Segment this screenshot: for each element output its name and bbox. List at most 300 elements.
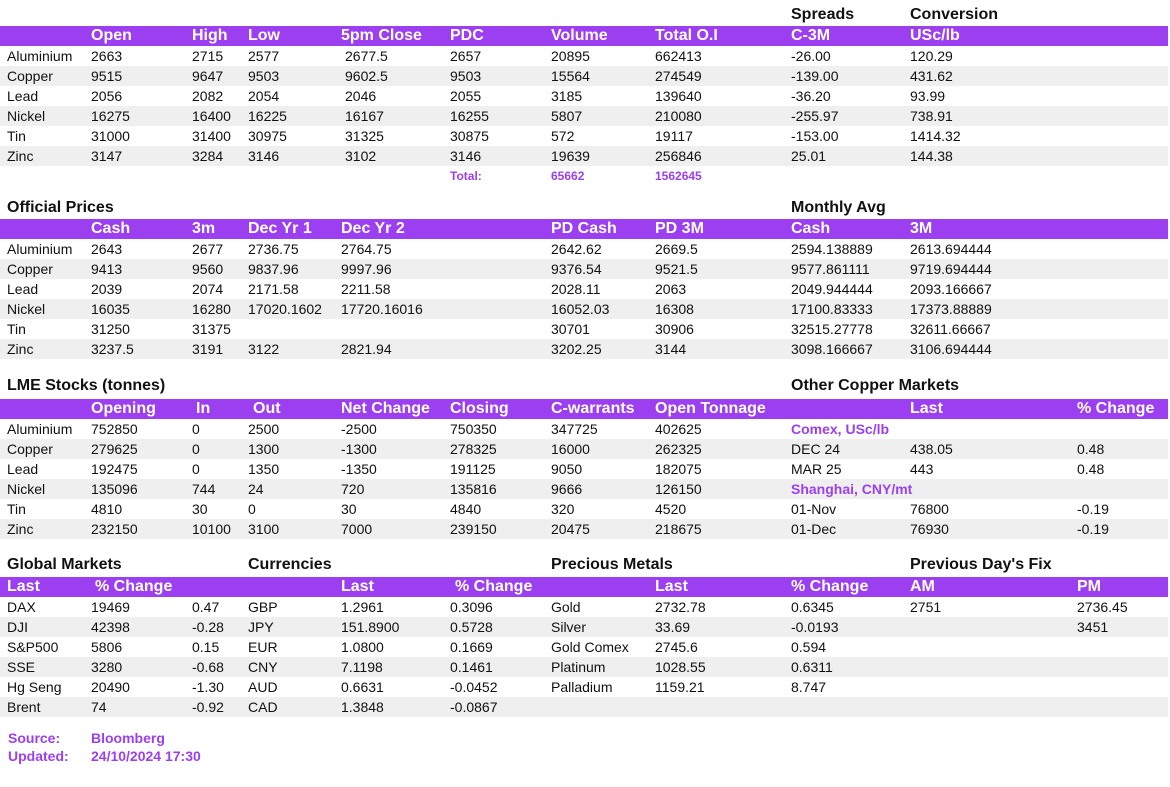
- conversion-value: 93.99: [910, 88, 946, 104]
- table-row: [0, 697, 1168, 717]
- avg-cash-value: 2594.138889: [791, 241, 873, 257]
- index-change: -0.28: [192, 619, 224, 635]
- metal-name: Gold: [551, 599, 581, 615]
- ocm-label: Comex, USc/lb: [791, 421, 890, 437]
- ocm-label: 01-Nov: [791, 501, 837, 517]
- metal-name: Zinc: [7, 148, 34, 164]
- volume-value: 20895: [551, 48, 590, 64]
- index-name: SSE: [7, 659, 36, 675]
- table-row: [0, 677, 1168, 697]
- spread-value: -36.20: [791, 88, 831, 104]
- in-value: 744: [192, 481, 216, 497]
- total-volume: 65662: [551, 169, 585, 183]
- table-row: [0, 339, 1168, 359]
- open-tonnage-value: 218675: [655, 521, 702, 537]
- metal-name: Zinc: [7, 341, 34, 357]
- avg-3m-value: 17373.88889: [910, 301, 992, 317]
- close-value: 2046: [345, 88, 377, 104]
- close-value: 3102: [345, 148, 377, 164]
- table-row: [0, 46, 1168, 66]
- fix-pm-value: 3451: [1077, 619, 1109, 635]
- prices-header-row: [0, 26, 1168, 46]
- net-change-value: 30: [341, 501, 357, 517]
- dec-yr-1-value: 2171.58: [248, 281, 299, 297]
- metal-last: 1159.21: [655, 679, 705, 695]
- metal-change: 0.594: [791, 639, 827, 655]
- stocks-header-row: [0, 399, 1168, 419]
- cash-value: 16035: [91, 301, 130, 317]
- pd-cash-value: 2642.62: [551, 241, 602, 257]
- col-open: Open: [91, 27, 132, 44]
- pd-cash-value: 16052.03: [551, 301, 610, 317]
- table-row: [0, 279, 1168, 299]
- pd-cash-value: 3202.25: [551, 341, 602, 357]
- spread-value: -255.97: [791, 108, 839, 124]
- opening-value: 135096: [91, 481, 138, 497]
- open-value: 16275: [91, 108, 130, 124]
- col-fix-pm: PM: [1077, 578, 1101, 595]
- close-value: 9602.5: [345, 68, 388, 84]
- conversion-value: 120.29: [910, 48, 953, 64]
- metal-name: Tin: [7, 501, 26, 517]
- total-oi-value: 19117: [655, 128, 693, 144]
- table-row: [0, 239, 1168, 259]
- open-tonnage-value: 262325: [655, 441, 702, 457]
- closing-value: 278325: [450, 441, 497, 457]
- index-name: S&P500: [7, 639, 59, 655]
- col-dec-yr-1: Dec Yr 1: [248, 220, 312, 237]
- currency-name: CAD: [248, 699, 278, 715]
- pd-3m-value: 30906: [655, 321, 694, 337]
- table-row: [0, 439, 1168, 459]
- ocm-change-value: 0.48: [1077, 461, 1105, 477]
- currency-change: 0.5728: [450, 619, 493, 635]
- out-value: 0: [248, 501, 256, 517]
- closing-value: 239150: [450, 521, 497, 537]
- total-oi-value: 139640: [655, 88, 702, 104]
- currency-last: 151.8900: [341, 619, 400, 635]
- spread-value: -153.00: [791, 128, 839, 144]
- index-change: 0.47: [192, 599, 220, 615]
- table-row: [0, 126, 1168, 146]
- table-row: [0, 146, 1168, 166]
- dec-yr-2-value: 2821.94: [341, 341, 392, 357]
- pd-3m-value: 3144: [655, 341, 687, 357]
- global-markets-heading: Global Markets: [7, 556, 122, 573]
- ocm-label: Shanghai, CNY/mt: [791, 481, 913, 497]
- close-value: 31325: [345, 128, 384, 144]
- index-name: Brent: [7, 699, 41, 715]
- updated-label: Updated:: [8, 748, 69, 764]
- col-total-oi: Total O.I: [655, 27, 718, 44]
- pdc-value: 9503: [450, 68, 482, 84]
- index-name: Hg Seng: [7, 679, 62, 695]
- dec-yr-1-value: 2736.75: [248, 241, 299, 257]
- avg-3m-value: 32611.66667: [910, 321, 991, 337]
- col-avg-cash: Cash: [791, 220, 831, 237]
- metal-change: 0.6311: [791, 659, 833, 675]
- metal-name: Aluminium: [7, 421, 73, 437]
- col-cash: Cash: [91, 220, 131, 237]
- close-value: 16167: [345, 108, 384, 124]
- col-high: High: [192, 27, 228, 44]
- low-value: 16225: [248, 108, 287, 124]
- col-pm-last: Last: [655, 578, 688, 595]
- closing-value: 750350: [450, 421, 497, 437]
- table-row: [0, 657, 1168, 677]
- volume-value: 572: [551, 128, 575, 144]
- markets-header-row: [0, 577, 1168, 597]
- col-5pm-close: 5pm Close: [341, 27, 422, 44]
- out-value: 3100: [248, 521, 280, 537]
- low-value: 2577: [248, 48, 280, 64]
- source-value: Bloomberg: [91, 730, 165, 746]
- metal-name: Zinc: [7, 521, 34, 537]
- high-value: 2082: [192, 88, 224, 104]
- col-usc-lb: USc/lb: [910, 27, 960, 44]
- table-row: [0, 617, 1168, 637]
- 3m-value: 2677: [192, 241, 224, 257]
- cash-value: 2039: [91, 281, 123, 297]
- col-pdc: PDC: [450, 27, 484, 44]
- ocm-last-value: 76800: [910, 501, 949, 517]
- metal-name: Copper: [7, 261, 53, 277]
- metal-name: Nickel: [7, 108, 46, 124]
- dec-yr-1-value: 17020.1602: [248, 301, 322, 317]
- 3m-value: 16280: [192, 301, 231, 317]
- cash-value: 2643: [91, 241, 123, 257]
- index-last: 3280: [91, 659, 123, 675]
- conversion-heading: Conversion: [910, 6, 999, 23]
- col-gm-change: % Change: [95, 578, 173, 595]
- index-change: -1.30: [192, 679, 224, 695]
- currency-name: GBP: [248, 599, 278, 615]
- currency-name: EUR: [248, 639, 278, 655]
- cash-value: 31250: [91, 321, 130, 337]
- c-warrants-value: 347725: [551, 421, 598, 437]
- open-value: 2056: [91, 88, 123, 104]
- avg-3m-value: 3106.694444: [910, 341, 992, 357]
- currency-name: CNY: [248, 659, 278, 675]
- dec-yr-2-value: 17720.16016: [341, 301, 423, 317]
- col-pm-change: % Change: [791, 578, 869, 595]
- index-change: 0.15: [192, 639, 220, 655]
- c-warrants-value: 9666: [551, 481, 583, 497]
- volume-value: 5807: [551, 108, 583, 124]
- table-row: [0, 459, 1168, 479]
- in-value: 10100: [192, 521, 231, 537]
- spreads-heading: Spreads: [791, 6, 855, 23]
- metal-name: Aluminium: [7, 48, 73, 64]
- spread-value: -139.00: [791, 68, 839, 84]
- total-oi-value: 274549: [655, 68, 702, 84]
- low-value: 3146: [248, 148, 280, 164]
- open-value: 3147: [91, 148, 123, 164]
- metal-name: Silver: [551, 619, 587, 635]
- volume-value: 3185: [551, 88, 583, 104]
- col-net-change: Net Change: [341, 400, 430, 417]
- total-oi-value: 662413: [655, 48, 702, 64]
- avg-3m-value: 9719.694444: [910, 261, 992, 277]
- net-change-value: 7000: [341, 521, 373, 537]
- metal-name: Lead: [7, 461, 39, 477]
- pdc-value: 2657: [450, 48, 482, 64]
- currency-last: 7.1198: [341, 659, 383, 675]
- col-cur-last: Last: [341, 578, 374, 595]
- currency-last: 1.0800: [341, 639, 384, 655]
- monthly-avg-heading: Monthly Avg: [791, 199, 886, 216]
- col-avg-3m: 3M: [910, 220, 933, 237]
- open-tonnage-value: 402625: [655, 421, 702, 437]
- fix-pm-value: 2736.45: [1077, 599, 1128, 615]
- col-open-tonnage: Open Tonnage: [655, 400, 766, 417]
- official-header-row: [0, 219, 1168, 239]
- pdc-value: 3146: [450, 148, 482, 164]
- 3m-value: 2074: [192, 281, 224, 297]
- conversion-value: 738.91: [910, 108, 953, 124]
- pd-cash-value: 2028.11: [551, 281, 601, 297]
- metal-change: 8.747: [791, 679, 827, 695]
- metal-change: -0.0193: [791, 619, 839, 635]
- open-value: 31000: [91, 128, 130, 144]
- avg-cash-value: 32515.27778: [791, 321, 873, 337]
- col-opening: Opening: [91, 400, 156, 417]
- pd-cash-value: 30701: [551, 321, 590, 337]
- high-value: 9647: [192, 68, 224, 84]
- index-last: 20490: [91, 679, 130, 695]
- index-name: DAX: [7, 599, 36, 615]
- currency-change: 0.3096: [450, 599, 493, 615]
- 3m-value: 31375: [192, 321, 231, 337]
- col-low: Low: [248, 27, 280, 44]
- ocm-last-value: 443: [910, 461, 934, 477]
- opening-value: 279625: [91, 441, 138, 457]
- col-volume: Volume: [551, 27, 608, 44]
- avg-cash-value: 17100.83333: [791, 301, 873, 317]
- in-value: 30: [192, 501, 208, 517]
- high-value: 3284: [192, 148, 224, 164]
- ocm-label: MAR 25: [791, 461, 842, 477]
- high-value: 31400: [192, 128, 231, 144]
- c-warrants-value: 16000: [551, 441, 590, 457]
- table-row: [0, 106, 1168, 126]
- volume-value: 15564: [551, 68, 590, 84]
- volume-value: 19639: [551, 148, 590, 164]
- index-name: DJI: [7, 619, 28, 635]
- opening-value: 192475: [91, 461, 138, 477]
- avg-cash-value: 2049.944444: [791, 281, 873, 297]
- dec-yr-2-value: 2764.75: [341, 241, 392, 257]
- out-value: 24: [248, 481, 264, 497]
- table-row: [0, 479, 1168, 499]
- currency-name: AUD: [248, 679, 278, 695]
- table-row: [0, 259, 1168, 279]
- index-change: -0.92: [192, 699, 224, 715]
- avg-3m-value: 2613.694444: [910, 241, 992, 257]
- opening-value: 232150: [91, 521, 138, 537]
- ocm-last-value: 76930: [910, 521, 949, 537]
- currency-change: -0.0867: [450, 699, 498, 715]
- table-row: [0, 519, 1168, 539]
- net-change-value: -1350: [341, 461, 377, 477]
- total-oi-value: 256846: [655, 148, 702, 164]
- currency-change: -0.0452: [450, 679, 498, 695]
- col-3m: 3m: [192, 220, 216, 237]
- high-value: 2715: [192, 48, 224, 64]
- metal-name: Platinum: [551, 659, 606, 675]
- metal-name: Nickel: [7, 481, 46, 497]
- high-value: 16400: [192, 108, 231, 124]
- metal-name: Tin: [7, 321, 26, 337]
- avg-3m-value: 2093.166667: [910, 281, 992, 297]
- closing-value: 135816: [450, 481, 497, 497]
- pd-3m-value: 16308: [655, 301, 694, 317]
- other-copper-heading: Other Copper Markets: [791, 377, 960, 394]
- total-label: Total:: [450, 169, 482, 183]
- metal-last: 2745.6: [655, 639, 698, 655]
- dec-yr-1-value: 3122: [248, 341, 280, 357]
- col-in: In: [196, 400, 211, 417]
- ocm-label: 01-Dec: [791, 521, 837, 537]
- cash-value: 9413: [91, 261, 123, 277]
- metal-name: Copper: [7, 441, 53, 457]
- pdc-value: 2055: [450, 88, 482, 104]
- source-label: Source:: [8, 730, 61, 746]
- c-warrants-value: 320: [551, 501, 575, 517]
- col-dec-yr-2: Dec Yr 2: [341, 220, 405, 237]
- currency-change: 0.1669: [450, 639, 493, 655]
- metal-name: Copper: [7, 68, 53, 84]
- col-cur-change: % Change: [455, 578, 533, 595]
- closing-value: 4840: [450, 501, 482, 517]
- table-row: [0, 86, 1168, 106]
- ocm-change-value: -0.19: [1077, 521, 1109, 537]
- dec-yr-2-value: 9997.96: [341, 261, 392, 277]
- index-last: 5806: [91, 639, 123, 655]
- ocm-change-value: -0.19: [1077, 501, 1109, 517]
- metal-name: Palladium: [551, 679, 613, 695]
- previous-fix-heading: Previous Day's Fix: [910, 556, 1052, 573]
- metal-name: Aluminium: [7, 241, 73, 257]
- 3m-value: 3191: [192, 341, 224, 357]
- pdc-value: 16255: [450, 108, 489, 124]
- metal-name: Gold Comex: [551, 639, 629, 655]
- fix-am-value: 2751: [910, 599, 942, 615]
- c-warrants-value: 9050: [551, 461, 583, 477]
- col-c-warrants: C-warrants: [551, 400, 635, 417]
- opening-value: 752850: [91, 421, 138, 437]
- col-ocm-change: % Change: [1077, 400, 1155, 417]
- col-closing: Closing: [450, 400, 509, 417]
- close-value: 2677.5: [345, 48, 388, 64]
- avg-cash-value: 9577.861111: [791, 261, 870, 277]
- out-value: 1350: [248, 461, 280, 477]
- index-last: 19469: [91, 599, 130, 615]
- ocm-change-value: 0.48: [1077, 441, 1105, 457]
- ocm-label: DEC 24: [791, 441, 841, 457]
- open-tonnage-value: 4520: [655, 501, 687, 517]
- col-c-3m: C-3M: [791, 27, 831, 44]
- in-value: 0: [192, 421, 200, 437]
- index-change: -0.68: [192, 659, 224, 675]
- low-value: 2054: [248, 88, 280, 104]
- table-row: [0, 66, 1168, 86]
- col-gm-last: Last: [7, 578, 40, 595]
- total-open-interest: 1562645: [655, 169, 702, 183]
- open-tonnage-value: 182075: [655, 461, 702, 477]
- currencies-heading: Currencies: [248, 556, 332, 573]
- pd-3m-value: 9521.5: [655, 261, 698, 277]
- metal-name: Lead: [7, 88, 39, 104]
- table-row: [0, 299, 1168, 319]
- currency-change: 0.1461: [450, 659, 493, 675]
- metal-name: Lead: [7, 281, 39, 297]
- precious-metals-heading: Precious Metals: [551, 556, 673, 573]
- out-value: 1300: [248, 441, 280, 457]
- open-value: 2663: [91, 48, 123, 64]
- official-prices-heading: Official Prices: [7, 199, 114, 216]
- conversion-value: 144.38: [910, 148, 953, 164]
- in-value: 0: [192, 441, 200, 457]
- dec-yr-2-value: 2211.58: [341, 281, 391, 297]
- net-change-value: -1300: [341, 441, 377, 457]
- total-oi-value: 210080: [655, 108, 702, 124]
- table-row: [0, 597, 1168, 617]
- col-ocm-last: Last: [910, 400, 943, 417]
- spread-value: -26.00: [791, 48, 831, 64]
- net-change-value: -2500: [341, 421, 377, 437]
- index-last: 74: [91, 699, 107, 715]
- conversion-value: 431.62: [910, 68, 953, 84]
- pd-3m-value: 2063: [655, 281, 687, 297]
- open-value: 9515: [91, 68, 123, 84]
- ocm-last-value: 438.05: [910, 441, 953, 457]
- lme-stocks-heading: LME Stocks (tonnes): [7, 377, 166, 394]
- metal-name: Tin: [7, 128, 26, 144]
- metal-last: 2732.78: [655, 599, 706, 615]
- metal-change: 0.6345: [791, 599, 834, 615]
- spread-value: 25.01: [791, 148, 827, 164]
- open-tonnage-value: 126150: [655, 481, 702, 497]
- dec-yr-1-value: 9837.96: [248, 261, 299, 277]
- pd-cash-value: 9376.54: [551, 261, 602, 277]
- col-fix-am: AM: [910, 578, 935, 595]
- net-change-value: 720: [341, 481, 365, 497]
- currency-name: JPY: [248, 619, 274, 635]
- table-row: [0, 637, 1168, 657]
- closing-value: 191125: [450, 461, 496, 477]
- conversion-value: 1414.32: [910, 128, 961, 144]
- currency-last: 0.6631: [341, 679, 384, 695]
- col-out: Out: [253, 400, 281, 417]
- table-row: [0, 419, 1168, 439]
- low-value: 30975: [248, 128, 287, 144]
- opening-value: 4810: [91, 501, 123, 517]
- metal-last: 33.69: [655, 619, 691, 635]
- currency-last: 1.3848: [341, 699, 384, 715]
- c-warrants-value: 20475: [551, 521, 590, 537]
- pd-3m-value: 2669.5: [655, 241, 698, 257]
- metal-name: Nickel: [7, 301, 46, 317]
- avg-cash-value: 3098.166667: [791, 341, 873, 357]
- out-value: 2500: [248, 421, 280, 437]
- col-pd-cash: PD Cash: [551, 220, 617, 237]
- table-row: [0, 319, 1168, 339]
- pdc-value: 30875: [450, 128, 489, 144]
- 3m-value: 9560: [192, 261, 224, 277]
- metal-last: 1028.55: [655, 659, 706, 675]
- in-value: 0: [192, 461, 200, 477]
